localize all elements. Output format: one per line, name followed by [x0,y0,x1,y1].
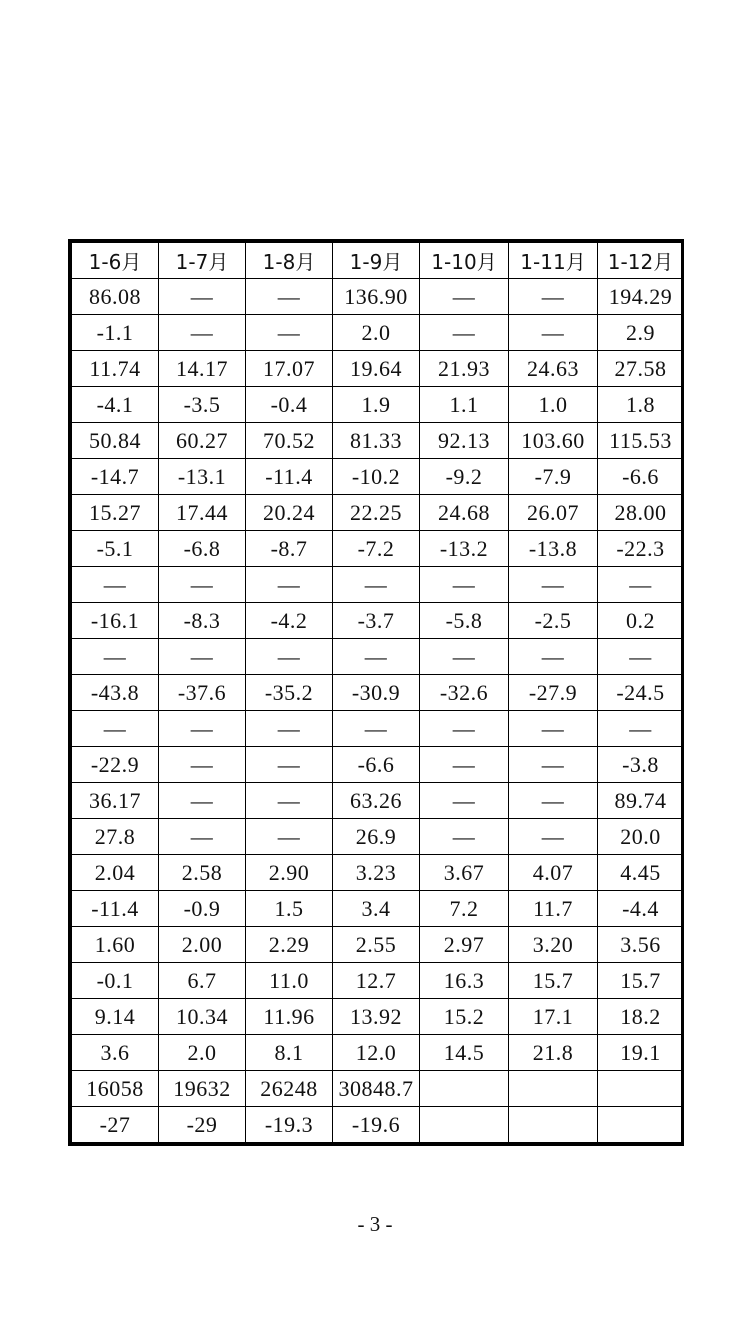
table-cell [420,1107,509,1143]
table-row [72,639,684,675]
table-cell: — [420,819,509,855]
table-cell: 1.60 [72,927,159,963]
table-cell: 3.4 [333,891,420,927]
table-cell: — [159,819,246,855]
table-cell: 17.1 [509,999,598,1035]
table-cell: 3.56 [598,927,684,963]
table-cell: — [159,747,246,783]
table-body [72,279,684,1143]
table-cell: — [509,783,598,819]
table-cell: -27.9 [509,675,598,711]
table-cell: -5.1 [72,531,159,567]
table-cell: — [159,315,246,351]
table-cell: 1.1 [420,387,509,423]
table-cell: — [246,639,333,675]
table-row [72,747,684,783]
table-cell: — [420,279,509,315]
table-cell: — [420,639,509,675]
table-cell: 2.29 [246,927,333,963]
table-row [72,567,684,603]
table-cell: 36.17 [72,783,159,819]
table-cell: -3.8 [598,747,684,783]
table-cell: 16058 [72,1071,159,1107]
table-cell: 19.1 [598,1035,684,1071]
table-cell: — [159,711,246,747]
header-cell-1-11: 1-11月 [509,243,598,279]
table-cell: 11.96 [246,999,333,1035]
table-cell: 18.2 [598,999,684,1035]
table-cell: 103.60 [509,423,598,459]
table-cell: 70.52 [246,423,333,459]
table-cell: 2.97 [420,927,509,963]
table-cell: — [333,711,420,747]
table-cell: -11.4 [246,459,333,495]
table-cell: -32.6 [420,675,509,711]
table-row [72,351,684,387]
table-cell: 26.07 [509,495,598,531]
table-cell: 10.34 [159,999,246,1035]
table-cell: 3.23 [333,855,420,891]
table-row [72,315,684,351]
header-cell-1-8: 1-8月 [246,243,333,279]
table-cell: 2.90 [246,855,333,891]
table-cell: -8.3 [159,603,246,639]
table-cell: 89.74 [598,783,684,819]
table-cell: — [509,747,598,783]
table-cell: 86.08 [72,279,159,315]
table-cell: -37.6 [159,675,246,711]
table-cell: -6.6 [333,747,420,783]
table-cell: 19.64 [333,351,420,387]
table-cell: -8.7 [246,531,333,567]
table-cell: 115.53 [598,423,684,459]
table-cell [420,1071,509,1107]
table-row [72,1035,684,1071]
table-cell: 6.7 [159,963,246,999]
table-cell: -10.2 [333,459,420,495]
table-cell [598,1071,684,1107]
table-cell: 4.07 [509,855,598,891]
table-cell: -35.2 [246,675,333,711]
table-cell: 12.7 [333,963,420,999]
table-cell: — [509,639,598,675]
table-cell: 1.0 [509,387,598,423]
table-cell: 21.93 [420,351,509,387]
header-cell-1-10: 1-10月 [420,243,509,279]
table-cell: 21.8 [509,1035,598,1071]
table-cell: 15.7 [598,963,684,999]
table-cell: — [420,315,509,351]
table-cell: -43.8 [72,675,159,711]
table-cell: -7.2 [333,531,420,567]
table-cell: -13.1 [159,459,246,495]
table-cell: 11.7 [509,891,598,927]
table-cell: — [598,639,684,675]
table-cell: -27 [72,1107,159,1143]
table-cell: 0.2 [598,603,684,639]
table-row [72,855,684,891]
table-cell: 2.00 [159,927,246,963]
table-cell: 14.17 [159,351,246,387]
table-cell: 26.9 [333,819,420,855]
table-cell: -1.1 [72,315,159,351]
table-cell: 50.84 [72,423,159,459]
table-cell: 11.74 [72,351,159,387]
table-cell: 27.8 [72,819,159,855]
table-cell: -13.2 [420,531,509,567]
table-cell: 17.44 [159,495,246,531]
table-cell: 1.9 [333,387,420,423]
table-cell: 4.45 [598,855,684,891]
table-cell: 13.92 [333,999,420,1035]
table-cell: — [420,747,509,783]
table-cell: -2.5 [509,603,598,639]
header-cell-1-7: 1-7月 [159,243,246,279]
table-cell: 12.0 [333,1035,420,1071]
table-cell: 3.20 [509,927,598,963]
table-cell: -3.5 [159,387,246,423]
table-cell: — [509,819,598,855]
table-cell: 28.00 [598,495,684,531]
table-row [72,1107,684,1143]
table-cell: 7.2 [420,891,509,927]
table-cell: 63.26 [333,783,420,819]
table-cell: -14.7 [72,459,159,495]
table-cell: — [598,567,684,603]
table-cell: — [72,711,159,747]
table-cell: — [509,279,598,315]
table-cell: — [420,711,509,747]
table-cell: -24.5 [598,675,684,711]
table-cell: 2.55 [333,927,420,963]
table-row [72,279,684,315]
table-cell: — [333,567,420,603]
table-row [72,675,684,711]
table-cell: 20.0 [598,819,684,855]
table-cell: 19632 [159,1071,246,1107]
table-cell: 24.63 [509,351,598,387]
table-cell: -4.1 [72,387,159,423]
table-row [72,711,684,747]
table-cell: 24.68 [420,495,509,531]
table-row [72,495,684,531]
table-cell: 3.6 [72,1035,159,1071]
table-cell: 26248 [246,1071,333,1107]
table-cell: 2.0 [333,315,420,351]
table-cell: -30.9 [333,675,420,711]
table-cell: 2.0 [159,1035,246,1071]
table-cell: -4.4 [598,891,684,927]
table-cell: 11.0 [246,963,333,999]
table-cell: -4.2 [246,603,333,639]
table-cell: -0.9 [159,891,246,927]
table-cell: — [509,315,598,351]
table-cell: 9.14 [72,999,159,1035]
table-cell: 81.33 [333,423,420,459]
table-cell: -29 [159,1107,246,1143]
table-cell: 2.58 [159,855,246,891]
page-number: - 3 - [357,1212,393,1236]
table-row [72,459,684,495]
table-cell: — [72,567,159,603]
table-row [72,603,684,639]
table-row [72,783,684,819]
table-cell: -11.4 [72,891,159,927]
table-cell [598,1107,684,1143]
table-cell: — [246,711,333,747]
table-cell: -6.8 [159,531,246,567]
table-cell: — [159,279,246,315]
table-cell: 60.27 [159,423,246,459]
table-row [72,423,684,459]
table-cell: 22.25 [333,495,420,531]
table-cell: — [246,819,333,855]
table-cell: -16.1 [72,603,159,639]
table-row [72,927,684,963]
table-header-row [72,243,684,279]
table-cell: 20.24 [246,495,333,531]
table-cell: — [420,783,509,819]
table-cell: 1.8 [598,387,684,423]
table-cell: -19.6 [333,1107,420,1143]
table-cell: 2.04 [72,855,159,891]
table-row [72,891,684,927]
table-cell: -6.6 [598,459,684,495]
table-cell: 8.1 [246,1035,333,1071]
table-row [72,1071,684,1107]
table-cell: -3.7 [333,603,420,639]
table-row [72,963,684,999]
header-cell-1-12: 1-12月 [598,243,684,279]
table-cell: — [509,567,598,603]
table-cell: — [159,639,246,675]
table-cell: — [598,711,684,747]
table-cell: — [72,639,159,675]
table-cell: -7.9 [509,459,598,495]
table-row [72,531,684,567]
table-row [72,999,684,1035]
table-cell: -0.4 [246,387,333,423]
table-cell: — [246,747,333,783]
table-cell: -9.2 [420,459,509,495]
table-cell [509,1071,598,1107]
table-cell: 2.9 [598,315,684,351]
table-cell: 27.58 [598,351,684,387]
table-cell: -13.8 [509,531,598,567]
table-cell: — [420,567,509,603]
table-cell: — [246,279,333,315]
table-cell: 92.13 [420,423,509,459]
data-table [71,242,684,1143]
table-cell [509,1107,598,1143]
table-cell: 194.29 [598,279,684,315]
table-cell: — [246,567,333,603]
table-cell: 3.67 [420,855,509,891]
header-cell-1-6: 1-6月 [72,243,159,279]
table-cell: 17.07 [246,351,333,387]
table-cell: — [246,315,333,351]
data-table-container [68,239,684,1146]
table-cell: 14.5 [420,1035,509,1071]
table-cell: — [333,639,420,675]
table-cell: 15.7 [509,963,598,999]
table-cell: 30848.7 [333,1071,420,1107]
table-row [72,819,684,855]
table-cell: 1.5 [246,891,333,927]
table-cell: — [159,567,246,603]
table-cell: 15.27 [72,495,159,531]
table-row [72,387,684,423]
header-cell-1-9: 1-9月 [333,243,420,279]
table-cell: 136.90 [333,279,420,315]
table-cell: 16.3 [420,963,509,999]
table-cell: -5.8 [420,603,509,639]
table-cell: — [246,783,333,819]
table-cell: -22.3 [598,531,684,567]
table-cell: -22.9 [72,747,159,783]
table-cell: -0.1 [72,963,159,999]
table-cell: — [159,783,246,819]
table-cell: — [509,711,598,747]
table-cell: -19.3 [246,1107,333,1143]
table-cell: 15.2 [420,999,509,1035]
